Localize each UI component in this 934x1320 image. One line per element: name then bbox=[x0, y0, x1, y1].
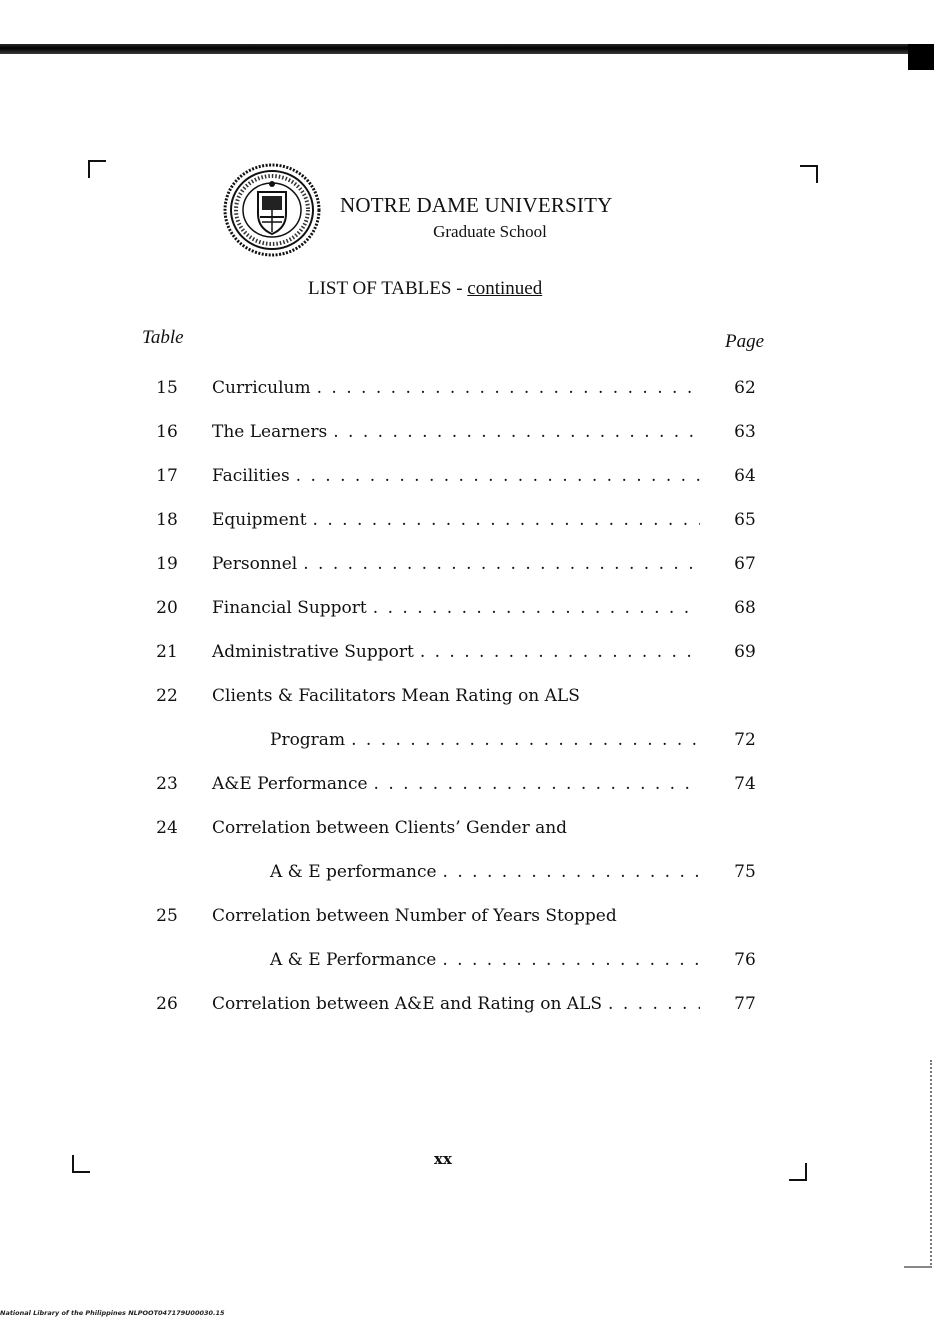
page-number: 64 bbox=[734, 466, 756, 486]
table-number: 24 bbox=[156, 818, 178, 838]
page-number: 68 bbox=[734, 598, 756, 618]
page-number: 65 bbox=[734, 510, 756, 530]
table-title-text: Financial Support bbox=[212, 598, 367, 618]
table-number: 25 bbox=[156, 906, 178, 926]
page-number: 77 bbox=[734, 994, 756, 1014]
dot-leader bbox=[442, 945, 698, 975]
dot-leader bbox=[351, 725, 698, 755]
table-entry-continued bbox=[0, 945, 934, 975]
table-entry bbox=[0, 813, 934, 843]
table-title: Correlation between Clients’ Gender and bbox=[212, 818, 568, 838]
page-number: 63 bbox=[734, 422, 756, 442]
list-title-text: LIST OF TABLES - bbox=[308, 278, 468, 299]
scan-edge-artifact bbox=[904, 1060, 932, 1268]
table-title-text: Curriculum bbox=[212, 378, 311, 398]
table-entry bbox=[0, 461, 934, 491]
table-title bbox=[212, 505, 700, 535]
table-entry-continued bbox=[0, 725, 934, 755]
table-title bbox=[270, 725, 698, 755]
dot-leader bbox=[317, 373, 700, 403]
page-number: 69 bbox=[734, 642, 756, 662]
table-entry bbox=[0, 505, 934, 535]
crop-mark-bottom-left bbox=[72, 1155, 90, 1173]
dot-leader bbox=[443, 857, 698, 887]
table-title bbox=[212, 989, 700, 1019]
dot-leader bbox=[420, 637, 700, 667]
list-title-continued: continued bbox=[467, 278, 543, 299]
table-title bbox=[270, 857, 698, 887]
crop-mark-top-right bbox=[800, 165, 818, 183]
crop-mark-bottom-right bbox=[789, 1163, 807, 1181]
dot-leader bbox=[313, 505, 700, 535]
dot-leader bbox=[608, 989, 700, 1019]
table-number: 20 bbox=[156, 598, 178, 618]
table-title-text: Administrative Support bbox=[212, 642, 414, 662]
table-title-text: Equipment bbox=[212, 510, 307, 530]
library-footer-mark: National Library of the Philippines NLPOOT047179U00030.15 bbox=[0, 1309, 225, 1317]
table-entry bbox=[0, 637, 934, 667]
table-entry bbox=[0, 901, 934, 931]
table-title-text: Correlation between A&E and Rating on ALS bbox=[212, 994, 603, 1014]
column-header-page: Page bbox=[725, 331, 765, 352]
table-number: 22 bbox=[156, 686, 178, 706]
table-entry bbox=[0, 373, 934, 403]
table-entry bbox=[0, 989, 934, 1019]
page-number: 67 bbox=[734, 554, 756, 574]
table-number: 19 bbox=[156, 554, 178, 574]
table-number: 15 bbox=[156, 378, 178, 398]
table-title bbox=[212, 417, 700, 447]
table-title-text: A & E performance bbox=[270, 862, 437, 882]
table-entry bbox=[0, 769, 934, 799]
table-entry bbox=[0, 593, 934, 623]
page-number: 72 bbox=[734, 730, 756, 750]
page-number: 76 bbox=[734, 950, 756, 970]
dot-leader bbox=[296, 461, 700, 491]
table-title bbox=[212, 769, 700, 799]
table-title bbox=[212, 461, 700, 491]
table-entry-continued bbox=[0, 857, 934, 887]
table-title-text: The Learners bbox=[212, 422, 328, 442]
dot-leader bbox=[333, 417, 700, 447]
table-title-text: A & E Performance bbox=[270, 950, 437, 970]
crop-mark-top-left bbox=[88, 160, 106, 178]
table-title-text: Program bbox=[270, 730, 346, 750]
university-seal-icon bbox=[222, 162, 322, 258]
scan-border-bar bbox=[0, 44, 934, 54]
dot-leader bbox=[373, 593, 700, 623]
table-title-text: A&E Performance bbox=[212, 774, 368, 794]
table-title: Clients & Facilitators Mean Rating on ALS bbox=[212, 686, 580, 706]
page-number: 74 bbox=[734, 774, 756, 794]
table-title bbox=[212, 593, 700, 623]
table-title bbox=[270, 945, 698, 975]
page-number: 62 bbox=[734, 378, 756, 398]
table-entry bbox=[0, 417, 934, 447]
table-title: Correlation between Number of Years Stopped bbox=[212, 906, 617, 926]
page-number: 75 bbox=[734, 862, 756, 882]
table-number: 16 bbox=[156, 422, 178, 442]
school-name: Graduate School bbox=[433, 222, 547, 241]
table-entry bbox=[0, 549, 934, 579]
page-folio: xx bbox=[434, 1150, 452, 1168]
scan-border-block bbox=[908, 44, 934, 70]
table-number: 23 bbox=[156, 774, 178, 794]
table-number: 18 bbox=[156, 510, 178, 530]
table-number: 17 bbox=[156, 466, 178, 486]
table-title bbox=[212, 637, 700, 667]
dot-leader bbox=[374, 769, 700, 799]
table-number: 21 bbox=[156, 642, 178, 662]
university-name: NOTRE DAME UNIVERSITY bbox=[340, 193, 613, 217]
column-header-table: Table bbox=[142, 327, 184, 348]
table-title-text: Personnel bbox=[212, 554, 298, 574]
table-title bbox=[212, 373, 700, 403]
table-number: 26 bbox=[156, 994, 178, 1014]
table-entry bbox=[0, 681, 934, 711]
table-title bbox=[212, 549, 700, 579]
table-title-text: Facilities bbox=[212, 466, 290, 486]
dot-leader bbox=[303, 549, 700, 579]
list-title bbox=[308, 278, 542, 300]
